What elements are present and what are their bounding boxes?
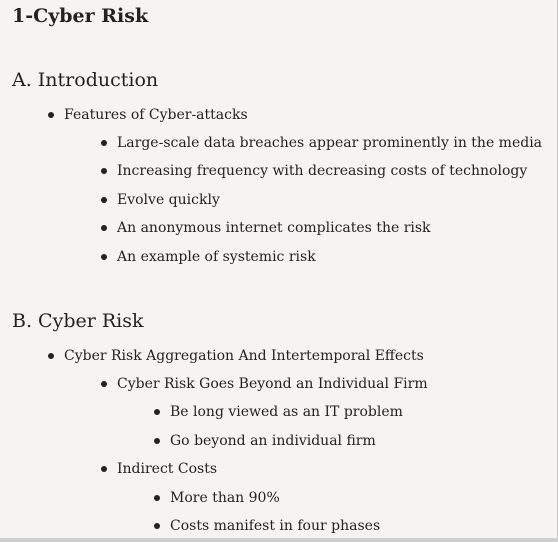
list-item: [64, 346, 424, 366]
list-item: [117, 161, 527, 181]
list-item: [117, 374, 428, 394]
bullet-icon: [154, 523, 160, 529]
bullet-icon: [154, 409, 160, 415]
list-item-label: Cyber Risk Aggregation And Intertemporal Effects: [64, 348, 424, 364]
list-item: [170, 431, 376, 451]
list-item: [170, 516, 380, 536]
bullet-icon: [101, 168, 107, 174]
bullet-icon: [101, 140, 107, 146]
list-item: [117, 190, 220, 210]
list-item-label: Indirect Costs: [117, 461, 218, 477]
list-item-label: Cyber Risk Goes Beyond an Individual Firm: [117, 376, 428, 392]
list-item: [117, 133, 542, 153]
bullet-icon: [48, 112, 54, 118]
list-item-label: Go beyond an individual firm: [170, 433, 376, 449]
bullet-icon: [101, 197, 107, 203]
list-item-label: Features of Cyber-attacks: [64, 107, 248, 123]
list-item-label: Increasing frequency with decreasing costs of technology: [117, 163, 528, 179]
list-item-label: More than 90%: [170, 490, 280, 506]
list-item: [64, 105, 248, 125]
bullet-icon: [101, 466, 107, 472]
section-heading-introduction: A. Introduction: [12, 69, 159, 91]
horizontal-scrollbar[interactable]: [0, 538, 558, 542]
bullet-icon: [101, 381, 107, 387]
list-item-label: Evolve quickly: [117, 192, 220, 208]
list-item-label: Costs manifest in four phases: [170, 518, 381, 534]
page-title: 1-Cyber Risk: [12, 5, 149, 27]
bullet-icon: [48, 353, 54, 359]
bullet-icon: [101, 254, 107, 260]
section-heading-cyber-risk: B. Cyber Risk: [12, 310, 144, 332]
bullet-icon: [154, 438, 160, 444]
list-item: [117, 247, 316, 267]
list-item-label: Be long viewed as an IT problem: [170, 404, 403, 420]
list-item: [117, 459, 217, 479]
list-item: [117, 218, 431, 238]
list-item-label: An anonymous internet complicates the risk: [117, 220, 431, 236]
list-item: [170, 488, 280, 508]
list-item-label: An example of systemic risk: [117, 249, 316, 265]
bullet-icon: [154, 495, 160, 501]
list-item-label: Large-scale data breaches appear prominently in the media: [117, 135, 543, 151]
list-item: [170, 402, 403, 422]
bullet-icon: [101, 225, 107, 231]
